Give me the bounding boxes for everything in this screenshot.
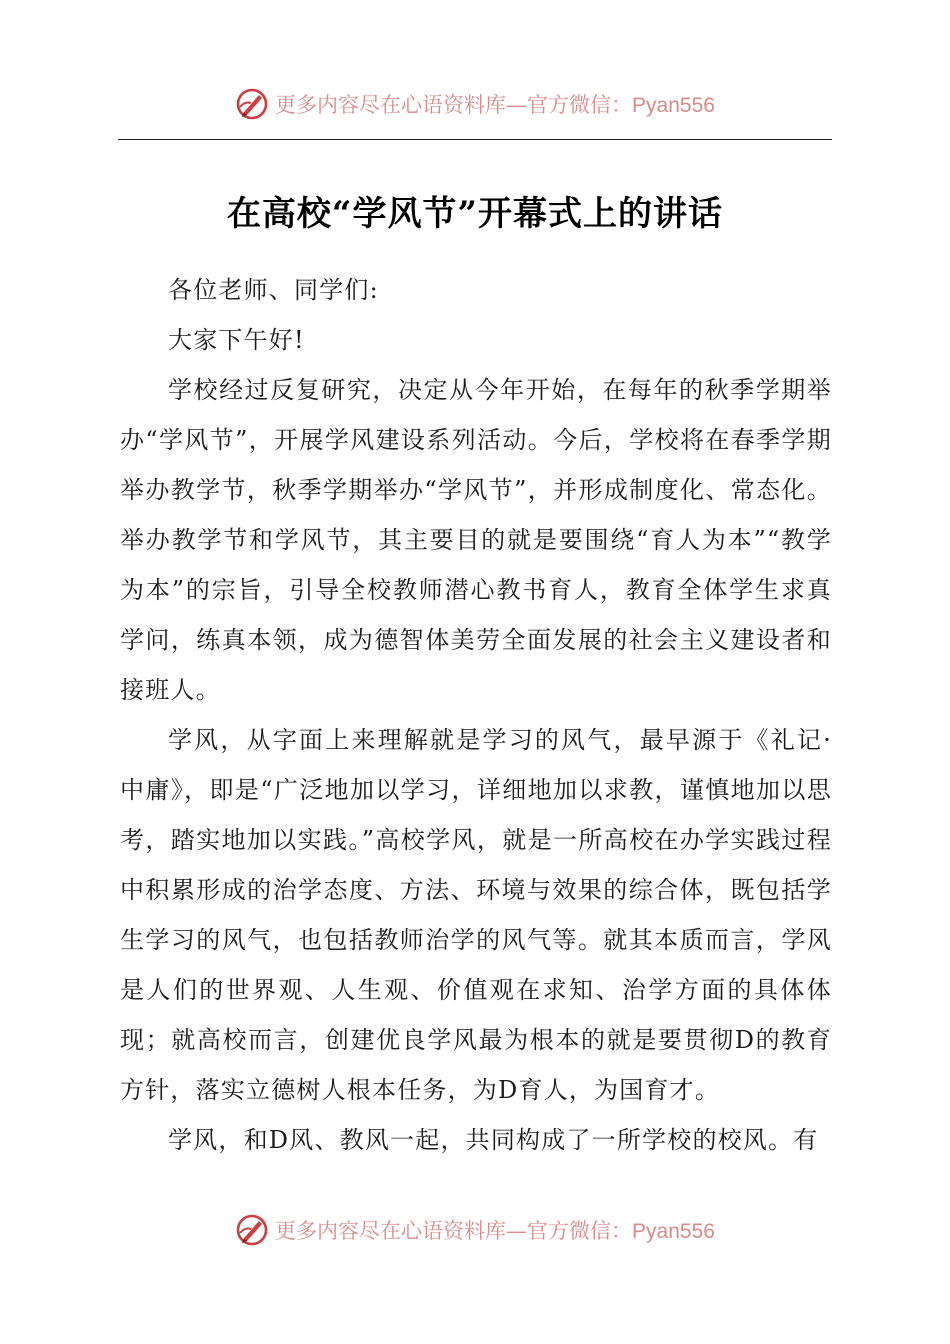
body-paragraph-2: 学风，从字面上来理解就是学习的风气，最早源于《礼记·中庸》，即是“广泛地加以学习，详细地加以求教，谨慎地加以思考，踏实地加以实践。”高校学风，就是一所高校在办学实践过程中积累形成的治学态度、方法、环境与效果的综合体，既包括学生学习的风气，也包括教师治学的风气等。就其本质而言，学风是人们的世界观、人生观、价值观在求知、治学方面的具体体现；就高校而言，创建优良学风最为根本的就是要贯彻D的教育方针，落实立德树人根本任务，为D育人，为国育才。: [120, 726, 832, 1104]
banner-text: 更多内容尽在心语资料库—官方微信：Pyan556: [275, 1219, 715, 1243]
footer-banner: [0, 1210, 950, 1250]
salutation: 各位老师、同学们:: [168, 276, 379, 304]
document-title: 在高校“学风节”开幕式上的讲话: [226, 194, 724, 234]
pen-logo-icon: [235, 1213, 269, 1247]
pen-logo-icon: [235, 87, 269, 121]
header-banner: [0, 84, 950, 124]
body-paragraph-1: 学校经过反复研究，决定从今年开始，在每年的秋季学期举办“学风节”，开展学风建设系列活动。今后，学校将在春季学期举办教学节，秋季学期举办“学风节”，并形成制度化、常态化。举办教学节和学风节，其主要目的就是要围绕“育人为本”“教学为本”的宗旨，引导全校教师潜心教书育人，教育全体学生求真学问，练真本领，成为德智体美劳全面发展的社会主义建设者和接班人。: [120, 376, 832, 704]
document-body: [120, 265, 832, 1165]
banner-text: 更多内容尽在心语资料库—官方微信：Pyan556: [275, 93, 715, 117]
header-divider: [118, 139, 832, 140]
greeting: 大家下午好!: [168, 326, 305, 354]
body-paragraph-3: 学风，和D风、教风一起，共同构成了一所学校的校风。有: [168, 1126, 819, 1154]
